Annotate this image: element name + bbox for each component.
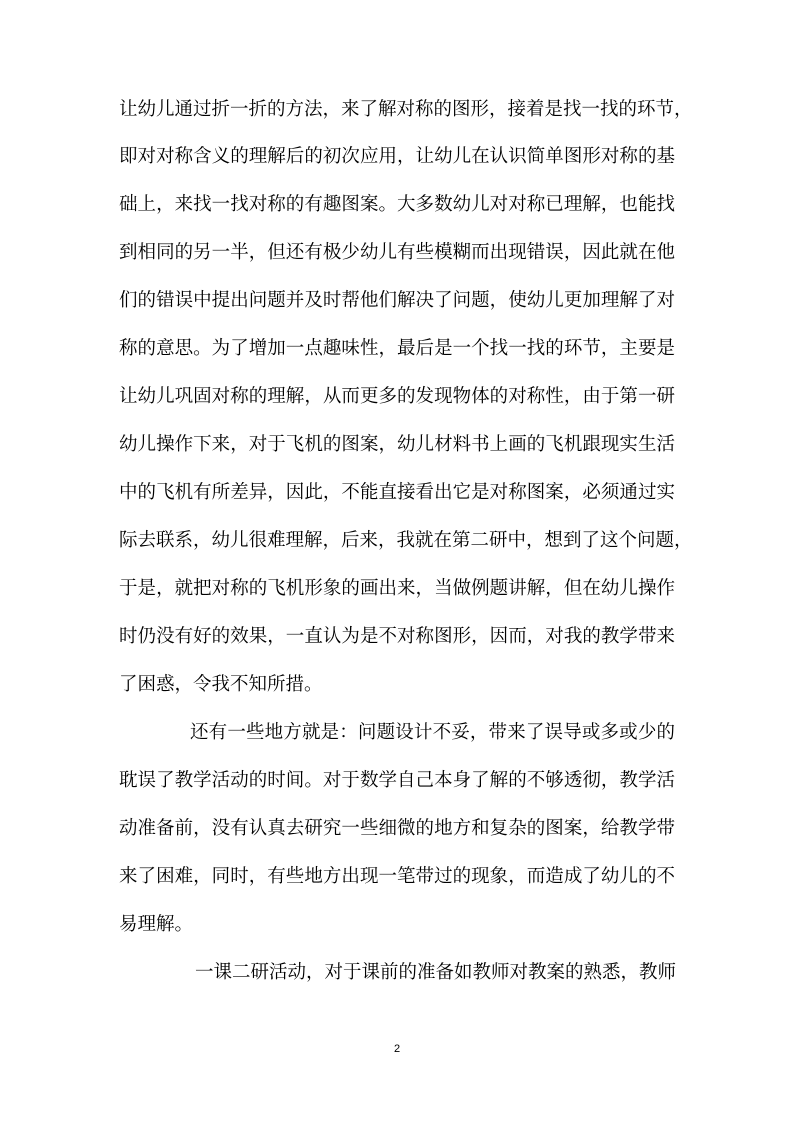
text-line: 来了困难，同时，有些地方出现一笔带过的现象，而造成了幼儿的不	[119, 866, 675, 887]
text-line: 称的意思。为了增加一点趣味性，最后是一个找一找的环节，主要是	[119, 338, 675, 359]
text-line: 让幼儿通过折一折的方法，来了解对称的图形，接着是找一找的环节，	[119, 99, 693, 120]
text-line: 时仍没有好的效果，一直认为是不对称图形，因而，对我的教学带来	[119, 626, 675, 647]
text-line: 即对对称含义的理解后的初次应用，让幼儿在认识简单图形对称的基	[119, 146, 675, 167]
text-line: 于是，就把对称的飞机形象的画出来，当做例题讲解，但在幼儿操作	[119, 578, 675, 599]
text-line: 易理解。	[119, 914, 194, 935]
text-line: 到相同的另一半，但还有极少幼儿有些模糊而出现错误，因此就在他	[119, 242, 675, 263]
text-line: 础上，来找一找对称的有趣图案。大多数幼儿对对称已理解，也能找	[119, 194, 675, 215]
paragraph-first-line: 一课二研活动，对于课前的准备如教师对教案的熟悉，教师	[195, 962, 677, 983]
text-line: 们的错误中提出问题并及时帮他们解决了问题，使幼儿更加理解了对	[119, 290, 675, 311]
text-line: 让幼儿巩固对称的理解，从而更多的发现物体的对称性，由于第一研	[119, 386, 675, 407]
text-line: 了困惑，令我不知所措。	[119, 674, 323, 695]
text-line: 动准备前，没有认真去研究一些细微的地方和复杂的图案，给教学带	[119, 818, 675, 839]
text-line: 中的飞机有所差异，因此，不能直接看出它是对称图案，必须通过实	[119, 482, 675, 503]
page-number: 2	[393, 1043, 401, 1055]
paragraph-first-line: 还有一些地方就是：问题设计不妥，带来了误导或多或少的	[190, 722, 675, 743]
text-line: 际去联系，幼儿很难理解，后来，我就在第二研中，想到了这个问题，	[119, 530, 693, 551]
text-line: 耽误了教学活动的时间。对于数学自己本身了解的不够透彻，教学活	[119, 770, 675, 791]
text-line: 幼儿操作下来，对于飞机的图案，幼儿材料书上画的飞机跟现实生活	[119, 434, 675, 455]
